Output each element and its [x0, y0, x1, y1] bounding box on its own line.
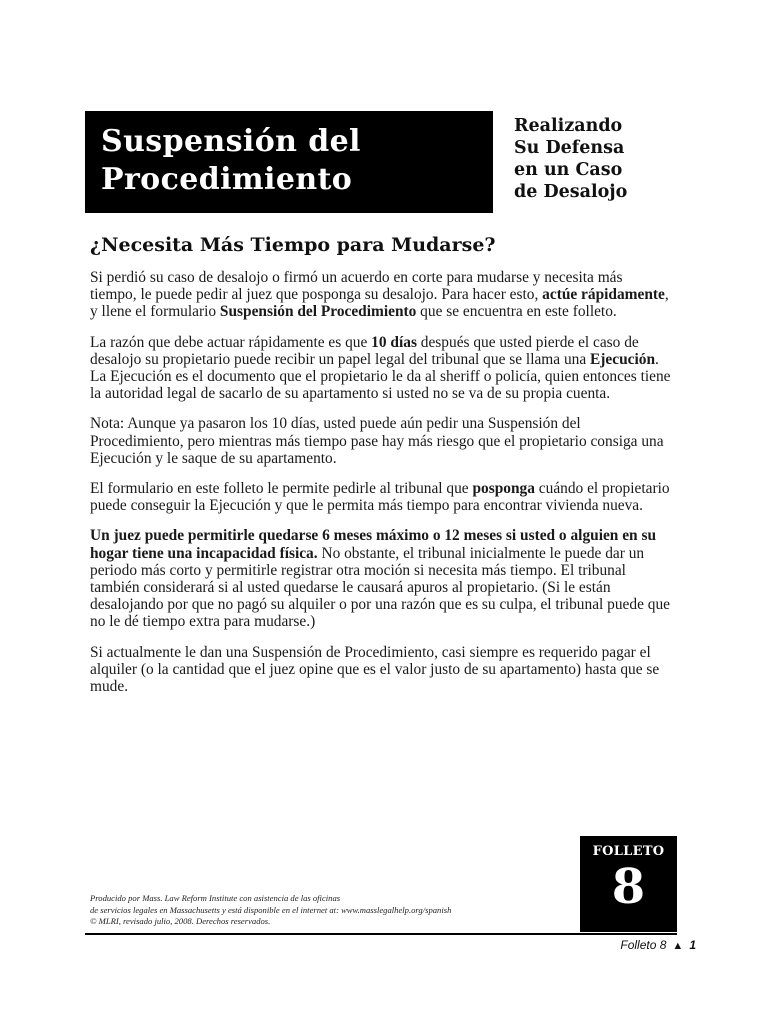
text-run: El formulario en este folleto le permite pedirle al tribunal que [90, 480, 473, 498]
credit-line-2: de servicios legales en Massachusetts y está disponible en el internet at: www.masslegalhelp.org/spanish [90, 904, 452, 915]
text-run: No obstante, el tribunal inicialmente le puede dar un periodo más corto y permitirle registrar otra moción si necesita más tiempo. El tribunal también considerará si al usted quedarse le causará apuros al propietario. (Si le están desalojando por que no pagó su alquiler o por una razón que es su culpa, el tribunal puede que no le dé tiempo extra para mudarse.) [90, 544, 670, 631]
emphasis: posponga [472, 480, 535, 498]
paragraph-4 [90, 480, 672, 514]
series-line-2: Su Defensa [514, 138, 625, 158]
page-number: 1 [689, 938, 696, 952]
body-text [90, 269, 672, 708]
paragraph-5 [90, 527, 672, 630]
series-title [514, 115, 627, 203]
series-line-4: de Desalojo [514, 182, 628, 202]
folleto-number: 8 [611, 859, 646, 915]
text-run: , y llene el formulario [90, 286, 669, 321]
text-run: La razón que debe actuar rápidamente es que [90, 333, 372, 351]
series-line-3: en un Caso [514, 160, 623, 180]
folleto-label: FOLLETO [592, 844, 665, 859]
title-banner-edge [489, 111, 493, 213]
emphasis: Un juez puede permitirle quedarse 6 meses máximo o 12 meses si usted o alguien en su hogar tiene una incapacidad física. [90, 527, 657, 562]
title-line-1: Suspensión del [101, 124, 361, 159]
footer-divider [85, 933, 677, 935]
title-banner [85, 111, 489, 213]
section-heading: ¿Necesita Más Tiempo para Mudarse? [90, 234, 496, 256]
paragraph-3: Nota: Aunque ya pasaron los 10 días, usted puede aún pedir una Suspensión del Procedimiento, pero mientras más tiempo pase hay más riesgo que el propietario consiga una Ejecución y le saque de su apartamento. [90, 415, 664, 467]
emphasis: 10 días [371, 333, 417, 351]
page-footer [620, 938, 696, 952]
text-run: después que usted pierde el caso de desalojo su propietario puede recibir un papel legal del tribunal que se llama una [90, 333, 639, 368]
text-run: cuándo el propietario puede conseguir la Ejecución y que le permita más tiempo para encontrar vivienda nueva. [90, 480, 670, 515]
credit-line-1: Producido por Mass. Law Reform Institute con asistencia de las oficinas [90, 893, 341, 903]
footer-credit [90, 893, 560, 928]
paragraph-1 [90, 269, 672, 321]
emphasis: Suspensión del Procedimiento [219, 303, 417, 321]
paragraph-2 [90, 334, 672, 403]
emphasis: actúe rápidamente [542, 286, 665, 304]
paragraph-6: Si actualmente le dan una Suspensión de Procedimiento, casi siempre es requerido pagar el alquiler (o la cantidad que el juez opine que es el valor justo de su apartamento) hasta que se mude. [90, 643, 660, 696]
title-line-2: Procedimiento [101, 162, 353, 197]
emphasis: Ejecución [590, 350, 656, 368]
triangle-icon: ▲ [672, 940, 684, 952]
text-run: que se encuentra en este folleto. [416, 303, 617, 321]
series-line-1: Realizando [514, 116, 623, 136]
text-run: . La Ejecución es el documento que el propietario le da al sheriff o policía, quien entonces tiene la autoridad legal de sacarlo de su apartamento si usted no se va de su propia cuenta. [90, 350, 671, 403]
credit-line-3: © MLRI, revisado julio, 2008. Derechos reservados. [90, 916, 271, 926]
page-label: Folleto 8 [620, 938, 667, 952]
text-run: Si perdió su caso de desalojo o firmó un acuerdo en corte para mudarse y necesita más tiempo, le puede pedir al juez que posponga su desalojo. Para hacer esto, [90, 269, 623, 304]
folleto-badge [580, 836, 677, 932]
